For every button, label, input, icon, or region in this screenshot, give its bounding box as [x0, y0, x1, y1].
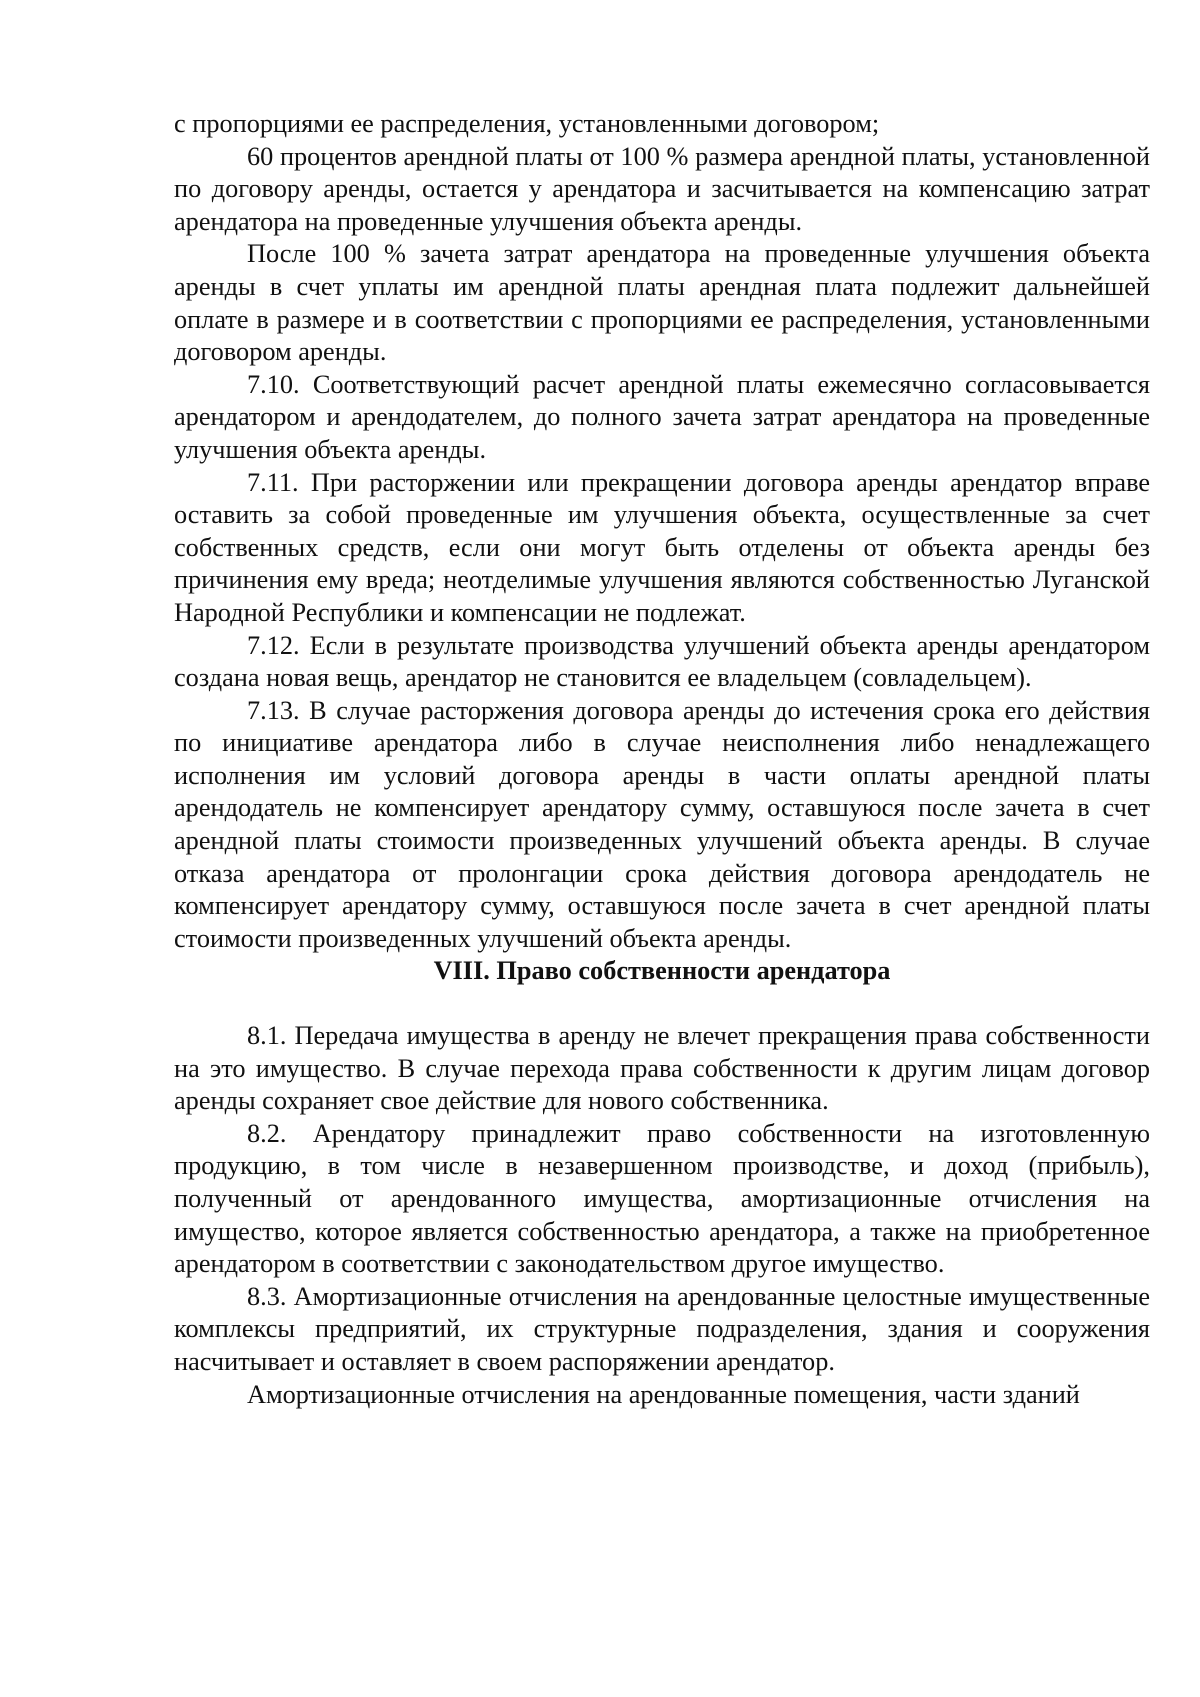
document-page	[174, 108, 1150, 1411]
paragraph-sixty-percent: 60 процентов арендной платы от 100 % размера арендной платы, установленной по договору аренды, остается у арендатора и засчитывается на компенсацию затрат арендатора на проведенные улучшения объекта аренды.	[174, 141, 1150, 236]
paragraph-proportions: с пропорциями ее распределения, установленными договором;	[174, 109, 880, 138]
section-heading-viii: VIII. Право собственности арендатора	[433, 956, 891, 986]
paragraph-7-12: 7.12. Если в результате производства улучшений объекта аренды арендатором создана новая вещь, арендатор не становится ее владельцем (совладельцем).	[174, 630, 1150, 693]
paragraph-8-1: 8.1. Передача имущества в аренду не влечет прекращения права собственности на это имущество. В случае перехода права собственности к другим лицам договор аренды сохраняет свое действие для нового собственника.	[174, 1021, 1150, 1116]
paragraph-after-full-offset: После 100 % зачета затрат арендатора на проведенные улучшения объекта аренды в счет уплаты им арендной платы арендная плата подлежит дальнейшей оплате в размере и в соответствии с пропорциями ее распределения, установленными договором аренды.	[174, 239, 1150, 367]
paragraph-7-13: 7.13. В случае расторжения договора аренды до истечения срока его действия по инициативе арендатора либо в случае неисполнения либо ненадлежащего исполнения им условий договора аренды в части оплаты арендной платы арендодатель не компенсирует арендатору сумму, оставшуюся после зачета в счет арендной платы стоимости произведенных улучшений объекта аренды. В случае отказа арендатора от пролонгации срока действия договора арендодатель не компенсирует арендатору сумму, оставшуюся после зачета в счет арендной платы стоимости произведенных улучшений объекта аренды.	[174, 695, 1150, 953]
paragraph-7-10: 7.10. Соответствующий расчет арендной платы ежемесячно согласовывается арендатором и арендодателем, до полного зачета затрат арендатора на проведенные улучшения объекта аренды.	[174, 369, 1150, 464]
paragraph-7-11: 7.11. При расторжении или прекращении договора аренды арендатор вправе оставить за собой проведенные им улучшения объекта, осуществленные за счет собственных средств, если они могут быть отделены от объекта аренды без причинения ему вреда; неотделимые улучшения являются собственностью Луганской Народной Республики и компенсации не подлежат.	[174, 467, 1150, 627]
paragraph-8-3: 8.3. Амортизационные отчисления на арендованные целостные имущественные комплексы предприятий, их структурные подразделения, здания и сооружения насчитывает и оставляет в своем распоряжении арендатор.	[174, 1281, 1150, 1376]
paragraph-depreciation-premises: Амортизационные отчисления на арендованные помещения, части зданий	[247, 1379, 1080, 1409]
paragraph-8-2: 8.2. Арендатору принадлежит право собственности на изготовленную продукцию, в том числе в незавершенном производстве, и доход (прибыль), полученный от арендованного имущества, амортизационные отчисления на имущество, которое является собственностью арендатора, а также на приобретенное арендатором в соответствии с законодательством другое имущество.	[174, 1118, 1150, 1279]
